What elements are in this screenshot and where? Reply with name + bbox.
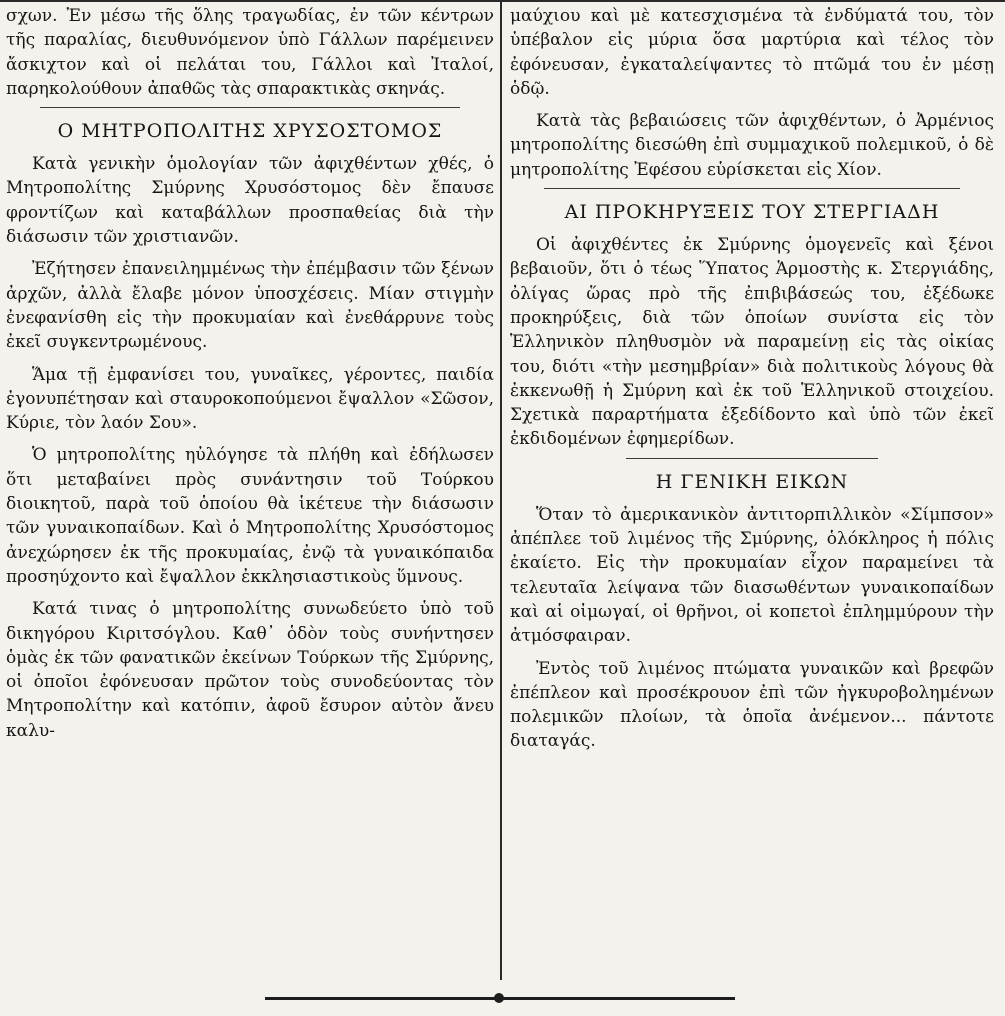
left-paragraph-2: Ἐζήτησεν ἐπανειλημμένως τὴν ἐπέμβασιν τῶν ξένων ἀρχῶν, ἀλλὰ ἔλαβε μόνον ὑποσχέσεις. Μίαν στιγμὴν ἐνεφανίσθη εἰς τὴν προκυμαίαν καὶ ἐνεθάρρυνε τοὺς ἐκεῖ συγκεντρωμένους. [6, 259, 494, 353]
column-divider [500, 0, 502, 980]
bottom-separator-ornament [494, 993, 504, 1003]
left-intro-paragraph: σχων. Ἐν μέσω τῆς ὅλης τραγωδίας, ἐν τῶν κέντρων τῆς παραλίας, διευθυνόμενον ὑπὸ Γάλλων παρέμεινεν ἄσκιχτον καὶ οἱ πελάται του, Γάλλοι καὶ Ἰταλοί, παρηκολούθουν ἀπαθῶς τὰς σπαρακτικὰς σκηνάς. [6, 6, 494, 99]
right-paragraph-4: Ἐντὸς τοῦ λιμένος πτώματα γυναικῶν καὶ βρεφῶν ἐπέπλεον καὶ προσέκρουον ἐπὶ τῶν ἠγκυροβολημένων πολεμικῶν πλοίων, τὰ ὁποῖα ἀνέμενον... πάντοτε διαταγάς. [510, 658, 994, 752]
left-column [6, 4, 494, 743]
left-paragraph-1: Κατὰ γενικὴν ὁμολογίαν τῶν ἀφιχθέντων χθές, ὁ Μητροπολίτης Σμύρνης Χρυσόστομος δὲν ἔπαυσε φροντίζων καὶ καταβάλλων προσπαθείας διὰ τὴν διάσωσιν τῶν χριστιανῶν. [6, 154, 494, 248]
right-paragraph-3: Ὅταν τὸ ἀμερικανικὸν ἀντιτορπιλλικὸν «Σίμπσον» ἀπέπλεε τοῦ λιμένος τῆς Σμύρνης, ὁλόκληρος ἡ πόλις ἐκαίετο. Εἰς τὴν προκυμαίαν εἶχον παραμείνει τὰ τελευταῖα λείψανα τῶν διασωθέντων γυναικοπαίδων καὶ αἱ οἰμωγαί, οἱ θρῆνοι, οἱ κοπετοὶ ἐπλημμύρουν τὴν ἀτμόσφαιραν. [510, 504, 994, 647]
heading-metropolitan-chrysostomos: Ο ΜΗΤΡΟΠΟΛΙΤΗΣ ΧΡΥΣΟΣΤΟΜΟΣ [40, 107, 460, 144]
heading-stergiadis-proclamations: ΑΙ ΠΡΟΚΗΡΥΞΕΙΣ ΤΟΥ ΣΤΕΡΓΙΑΔΗ [544, 188, 960, 225]
top-rule [0, 0, 1005, 2]
left-paragraph-4: Ὁ μητροπολίτης ηὐλόγησε τὰ πλήθη καὶ ἐδήλωσεν ὅτι μεταβαίνει πρὸς συνάντησιν τοῦ Τούρκου διοικητοῦ, παρὰ τοῦ ὁποίου θὰ ἱκέτευε τὴν διάσωσιν τῶν γυναικοπαίδων. Καὶ ὁ Μητροπολίτης Χρυσόστομος ἀνεχώρησεν ἐκ τῆς προκυμαίας, ἐνῷ τὰ γυναικόπαιδα προσηύχοντο καὶ ἔψαλλον ἐκκλησιαστικοὺς ὕμνους. [6, 445, 494, 587]
right-paragraph-2: Οἱ ἀφιχθέντες ἐκ Σμύρνης ὁμογενεῖς καὶ ξένοι βεβαιοῦν, ὅτι ὁ τέως Ὕπατος Ἁρμοστὴς κ. Στεργιάδης, ὀλίγας ὥρας πρὸ τῆς ἐπιβιβάσεώς του, ἐξέδωκε προκηρύξεις, διὰ τῶν ὁποίων συνίστα εἰς τὸν Ἑλληνικὸν πληθυσμὸν νὰ παραμείνῃ εἰς τὰς οἰκίας του, διότι «τὴν μεσημβρίαν» διὰ πολιτικοὺς λόγους θὰ ἐκκενωθῇ ἡ Σμύρνη καὶ ἐκ τοῦ Ἑλληνικοῦ στοιχείου. Σχετικὰ παραρτήματα ἐξεδίδοντο καὶ ὑπὸ τῶν ἐκεῖ ἐκδιδομένων ἐφημερίδων. [510, 235, 994, 450]
left-paragraph-5: Κατά τινας ὁ μητροπολίτης συνωδεύετο ὑπὸ τοῦ δικηγόρου Κιριτσόγλου. Καθ᾽ ὁδὸν τοὺς συνήντησεν ὁμὰς ἐκ τῶν φανατικῶν ἐκείνων Τούρκων τῆς Σμύρνης, οἱ ὁποῖοι ἐφόνευσαν πρῶτον τοὺς συνοδεύοντας τὸν Μητροπολίτην καὶ κατόπιν, ἀφοῦ ἔσυρον αὐτὸν ἄνευ καλυ- [6, 599, 494, 741]
right-intro-paragraph: μαύχιου καὶ μὲ κατεσχισμένα τὰ ἐνδύματά του, τὸν ὑπέβαλον εἰς μύρια ὅσα μαρτύρια καὶ τέλος τὸν ἐφόνευσαν, ἐγκαταλείψαντες τὸ πτῶμά του ἐν μέσῃ ὁδῷ. [510, 6, 994, 99]
right-paragraph-1: Κατὰ τὰς βεβαιώσεις τῶν ἀφιχθέντων, ὁ Ἀρμένιος μητροπολίτης διεσώθη ἐπὶ συμμαχικοῦ πολεμικοῦ, ὁ δὲ μητροπολίτης Ἐφέσου εὑρίσκεται εἰς Χίον. [510, 111, 994, 180]
right-column [510, 4, 994, 754]
heading-general-picture: Η ΓΕΝΙΚΗ ΕΙΚΩΝ [626, 458, 878, 495]
left-paragraph-3: Ἅμα τῇ ἐμφανίσει του, γυναῖκες, γέροντες, παιδία ἐγονυπέτησαν καὶ σταυροκοπούμενοι ἔψαλλον «Σῶσον, Κύριε, τὸν λαόν Σου». [6, 364, 494, 434]
